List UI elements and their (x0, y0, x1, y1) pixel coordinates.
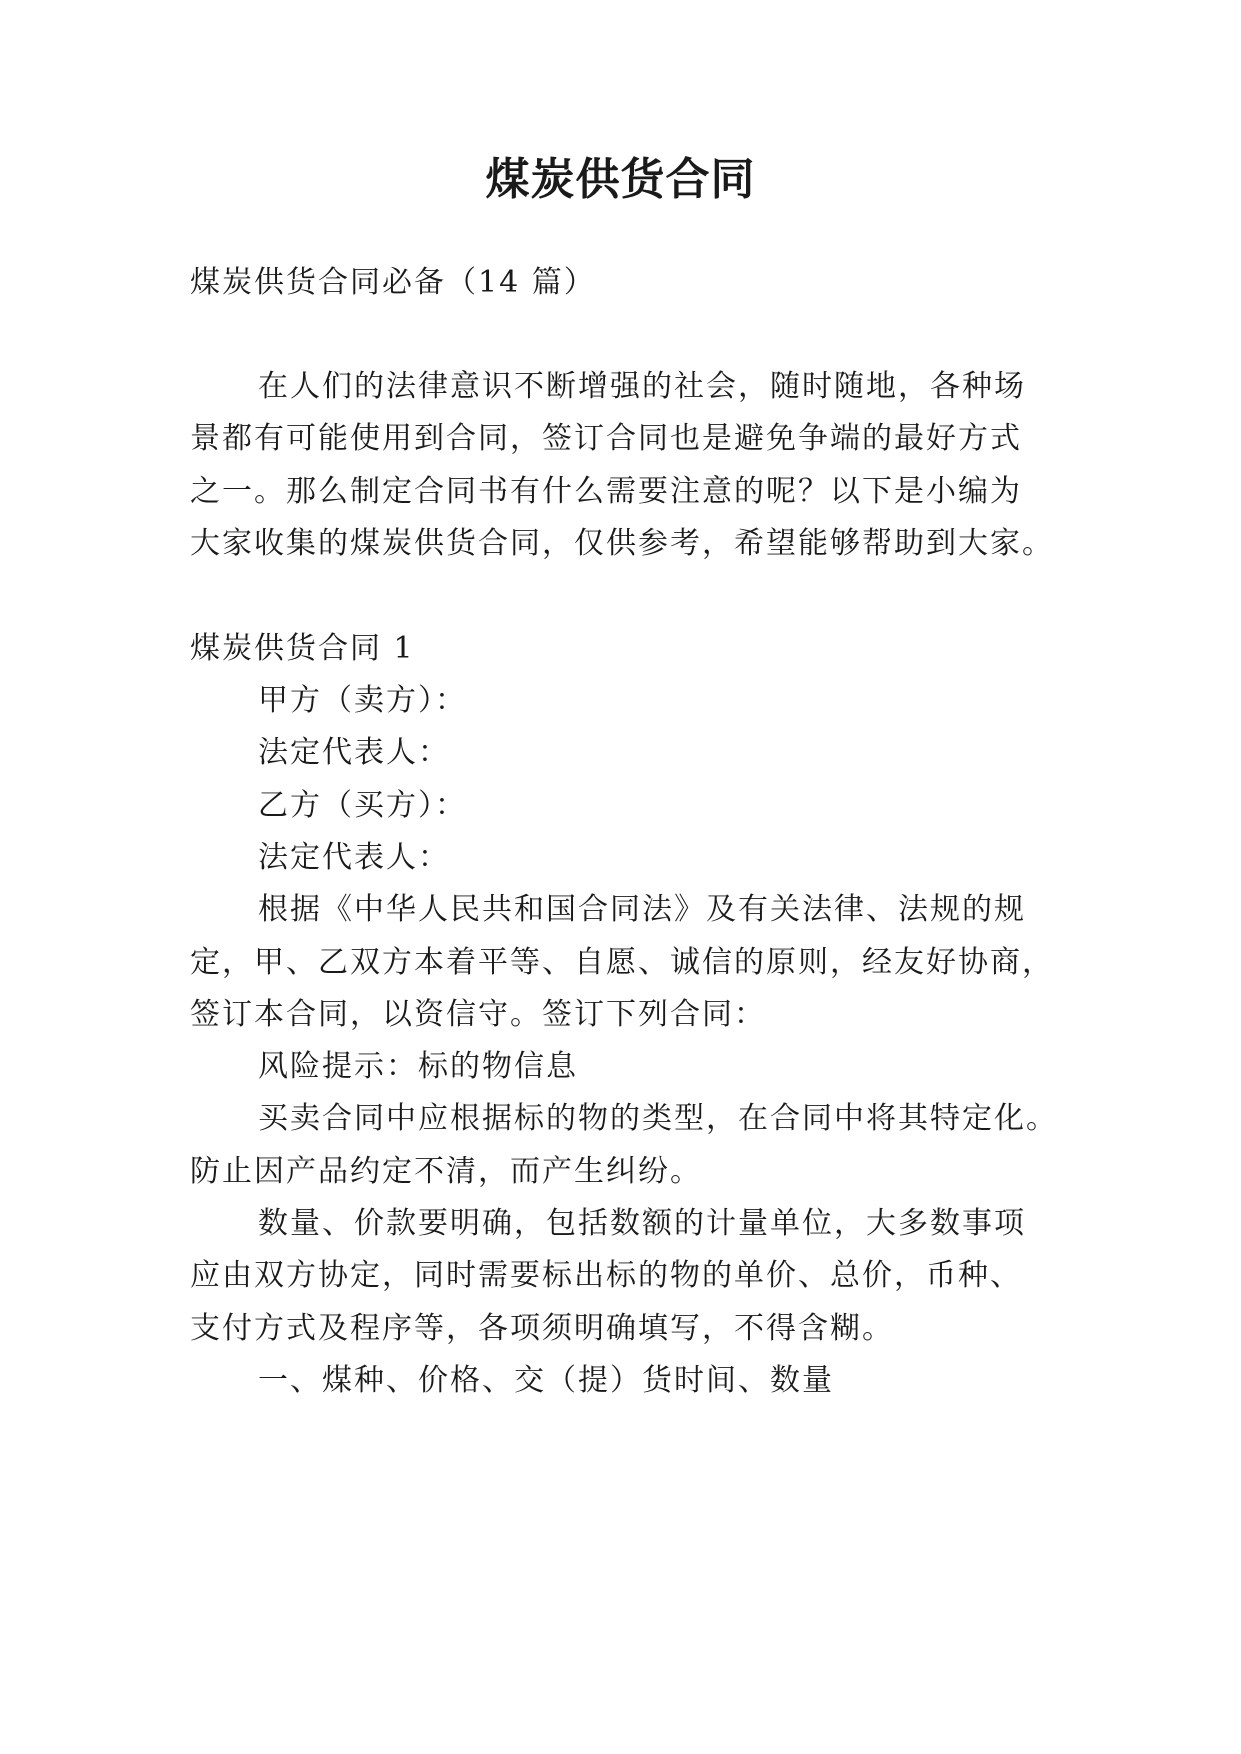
document-title: 煤炭供货合同 (485, 154, 756, 205)
section-heading: 煤炭供货合同 1 (190, 631, 415, 666)
basis-line-1: 根据《中华人民共和国合同法》及有关法律、法规的规 (258, 892, 1026, 927)
quantity-line-2: 应由双方协定，同时需要标出标的物的单价、总价，币种、 (190, 1258, 1022, 1293)
basis-line-2: 定，甲、乙双方本着平等、自愿、诚信的原则，经友好协商， (190, 945, 1054, 980)
risk-line-1: 买卖合同中应根据标的物的类型，在合同中将其特定化。 (258, 1101, 1058, 1136)
intro-line-1: 在人们的法律意识不断增强的社会，随时随地，各种场 (258, 369, 1026, 404)
intro-line-2: 景都有可能使用到合同，签订合同也是避免争端的最好方式 (190, 421, 1022, 456)
intro-line-4: 大家收集的煤炭供货合同，仅供参考，希望能够帮助到大家。 (190, 526, 1054, 561)
intro-line-3: 之一。那么制定合同书有什么需要注意的呢？以下是小编为 (190, 474, 1022, 509)
risk-line-2: 防止因产品约定不清，而产生纠纷。 (190, 1154, 702, 1189)
party-a-label: 甲方（卖方）： (258, 683, 467, 718)
quantity-line-1: 数量、价款要明确，包括数额的计量单位，大多数事项 (258, 1206, 1026, 1241)
party-b-representative-label: 法定代表人： (258, 840, 450, 875)
risk-heading: 风险提示：标的物信息 (258, 1049, 578, 1084)
document-subtitle: 煤炭供货合同必备（14 篇） (190, 265, 596, 300)
party-b-label: 乙方（买方）： (258, 788, 467, 823)
party-a-representative-label: 法定代表人： (258, 735, 450, 770)
basis-line-3: 签订本合同，以资信守。签订下列合同： (190, 997, 766, 1032)
clause-one-heading: 一、煤种、价格、交（提）货时间、数量 (258, 1363, 834, 1398)
quantity-line-3: 支付方式及程序等，各项须明确填写，不得含糊。 (190, 1311, 894, 1346)
